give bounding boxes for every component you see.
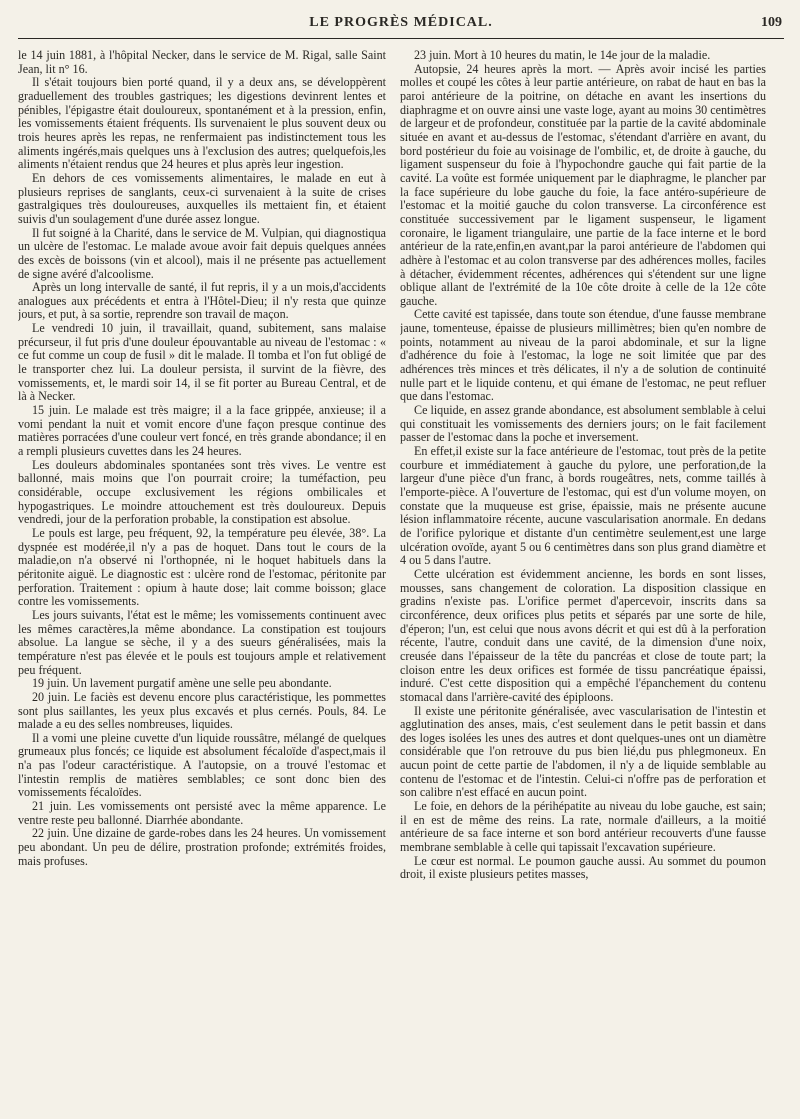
left-column <box>18 49 386 1115</box>
paragraph: Le cœur est normal. Le poumon gauche aussi. Au sommet du poumon droit, il existe plusieurs petites masses, <box>400 853 766 882</box>
page-number: 109 <box>761 15 782 30</box>
paragraph: 20 juin. Le faciès est devenu encore plus caractéristique, les pommettes sont plus saillantes, les yeux plus excavés et plus cernés. Pouls, 84. Le malade a eu des selles nombreuses, liquides. <box>18 689 386 732</box>
paragraph: Cette ulcération est évidemment ancienne, les bords en sont lisses, mousses, sans changement de coloration. La disposition classique en gradins n'existe pas. L'orifice permet d'apercevoir, inscrits dans sa circonférence, deux orifices plus petits et séparés par une sorte de hile, d'éperon; l'un, est celui que nous avons décrit et qui est dû à la perforation récente, l'autre, conduit dans une cavité, de la dimension d'une noix, creusée dans l'épaisseur de la tête du pancréas et close de toute part; la cloison entre les deux orifices est formée de tissu pancréatique épaissi, induré. C'est cette disposition qui a empêché l'épanchement du contenu stomacal dans l'arrière-cavité des épiploons. <box>400 566 766 704</box>
paragraph: 19 juin. Un lavement purgatif amène une selle peu abondante. <box>32 676 332 691</box>
page-header <box>18 12 784 39</box>
paragraph: Il fut soigné à la Charité, dans le service de M. Vulpian, qui diagnostiqua un ulcère de l'estomac. Le malade avoue avoir fait depuis quelques années des excès de boissons (vin et alcool), mais il ne présente pas actuellement de signe avéré d'alcoolisme. <box>18 225 386 281</box>
paragraph: Le foie, en dehors de la périhépatite au niveau du lobe gauche, est sain; il en est de même des reins. La rate, normale d'ailleurs, a la moitié antérieure de sa face interne et son bord antérieur recouverts d'une fausse membrane semblable à celle qui tapissait l'excavation supérieure. <box>400 799 766 855</box>
paragraph: Le pouls est large, peu fréquent, 92, la température peu élevée, 38°. La dyspnée est modérée,il n'y a pas de hoquet. Dans tout le cours de la maladie,on n'a observé ni l'orthopnée, ni le hoquet habituels dans la péritonite aiguë. Le diagnostic est : ulcère rond de l'estomac, péritonite par perforation. Traitement : opium à haute dose; lait comme boisson; glace contre les vomissements. <box>18 525 386 609</box>
right-column <box>400 49 766 1115</box>
paragraph: En dehors de ces vomissements alimentaires, le malade en eut à plusieurs reprises de sanglants, ceux-ci survenaient à la suite de crises gastralgiques très douloureuses, auxquelles ils mettaient fin, et étaient suivis d'un soulagement d'une durée assez longue. <box>18 170 386 226</box>
paragraph: 23 juin. Mort à 10 heures du matin, le 14e jour de la maladie. <box>414 49 711 62</box>
paragraph: Les jours suivants, l'état est le même; les vomissements continuent avec les mêmes caractères,la même abondance. La constipation est toujours absolue. La langue se sèche, il y a des sueurs généralisées, mais la température n'est pas élevée et le pouls est toujours ample et relativement peu fréquent. <box>18 607 386 677</box>
paragraph: Il a vomi une pleine cuvette d'un liquide roussâtre, mélangé de quelques grumeaux plus foncés; ce liquide est absolument fécaloïde d'aspect,mais il n'a pas l'odeur caractéristique. A l'autopsie, on a trouvé l'estomac et l'intestin remplis de matières semblables; ce sont donc bien des vomissements fécaloïdes. <box>18 730 386 800</box>
paragraph: 21 juin. Les vomissements ont persisté avec la même apparence. Le ventre reste peu ballonné. Diarrhée abondante. <box>18 799 386 827</box>
paragraph: Après un long intervalle de santé, il fut repris, il y a un mois,d'accidents analogues aux précédents et entra à l'Hôtel-Dieu; il n'y resta que quinze jours, et put, à sa sortie, reprendre son travail de maçon. <box>18 280 386 322</box>
paragraph: Il s'était toujours bien porté quand, il y a deux ans, se développèrent graduellement des troubles gastriques; les digestions devinrent lentes et pénibles, l'épigastre était douloureux, spontanément et à la pression, enfin, les vomissements étaient fréquents. Ils survenaient le plus souvent deux ou trois heures après les repas, ne renfermaient pas indistinctement tous les aliments ingérés,mais quelques uns à l'exclusion des autres; quelquefois,les aliments n'étaient rendus que 24 heures et plus après leur ingestion. <box>18 75 386 172</box>
paragraph: 15 juin. Le malade est très maigre; il a la face grippée, anxieuse; il a vomi pendant la nuit et vomit encore d'une façon presque continue des matières porracées d'une couleur vert foncé, en très grande abondance; il en a rempli plusieurs cuvettes dans les 24 heures. <box>18 403 386 459</box>
paragraph: Il existe une péritonite généralisée, avec vascularisation de l'intestin et agglutination des anses, mais, c'est seulement dans le petit bassin et dans des loges isolées les unes des autres et dont quelques-unes ont un diamètre considérable que l'on retrouve du pus bien lié,du pus phlegmoneux. En aucun point de cette partie de l'abdomen, il n'y a de liquide semblable au contenu de l'estomac et de l'intestin. Celui-ci n'offre pas de perforation et son calibre n'est effacé en aucun point. <box>400 703 766 800</box>
paragraph: Ce liquide, en assez grande abondance, est absolument semblable à celui qui constituait les vomissements des derniers jours; on le fait facilement passer de l'estomac dans la poche et inversement. <box>400 403 766 445</box>
paragraph: En effet,il existe sur la face antérieure de l'estomac, tout près de la petite courbure et immédiatement à gauche du pylore, une perforation,de la largeur d'une pièce d'un franc, à bords rougeâtres, nets, comme taillés à l'emporte-pièce. A l'ouverture de l'estomac, qui est d'un volume moyen, on constate que la muqueuse est grise, épaissie, mais ne présente aucune lésion inflammatoire récente, aucune vascularisation anormale. En dedans de l'orifice pylorique et distante d'un centimètre seulement,est une large ulcération ovoïde, ayant 5 ou 6 centimètres dans son plus grand diamètre et 4 ou 5 dans l'autre. <box>400 444 766 568</box>
journal-title: LE PROGRÈS MÉDICAL. <box>309 15 493 30</box>
paragraph: 22 juin. Une dizaine de garde-robes dans les 24 heures. Un vomissement peu abondant. Un peu de délire, prostration profonde; extrémités froides, mais profuses. <box>18 826 386 868</box>
paragraph: le 14 juin 1881, à l'hôpital Necker, dans le service de M. Rigal, salle Saint Jean, lit n° 16. <box>18 49 386 76</box>
paragraph: Autopsie, 24 heures après la mort. — Après avoir incisé les parties molles et coupé les côtes à leur partie antérieure, on rabat de haut en bas la paroi antérieure de la poitrine, on détache en avant les insertions du diaphragme et on ouvre ainsi une vaste loge, ayant au moins 30 centimètres de largeur et de profondeur, constituée par la partie de la cavité abdominale située en avant et au-dessus de l'estomac, s'étendant d'arrière en avant, du bord postérieur du foie au voisinage de l'ombilic, et, de droite à gauche, du ligament suspenseur du foie à l'hypochondre gauche qui fait partie de la cavité. La voûte est formée uniquement par le diaphragme, le plancher par la face supérieure du lobe gauche du foie, la face antéro-supérieure de l'estomac et la moitié gauche du colon transverse. La circonférence est constituée successivement par le ligament suspenseur, le ligament coronaire, le ligament triangulaire, une partie de la face interne et le bord antérieur de la rate,enfin,en avant,par la paroi antérieure de l'abdomen qui adhère à l'estomac et au colon transverse par des adhérences molles, faciles à détacher, évidemment récentes, adhérences qui s'étendent sur une ligne oblique allant de l'extrémité de la 10e côte droite à celle de la 12e côte gauche. <box>400 61 766 308</box>
paragraph: Le vendredi 10 juin, il travaillait, quand, subitement, sans malaise précurseur, il fut pris d'une douleur épouvantable au niveau de l'estomac : « ce fut comme un coup de fusil » dit le malade. Il tomba et l'on fut obligé de le transporter chez lui. La douleur persista, il survint de la fièvre, des vomissements, et, le mardi soir 14, il se fit porter au Bureau Central, et de là à Necker. <box>18 321 386 404</box>
paragraph: Cette cavité est tapissée, dans toute son étendue, d'une fausse membrane jaune, tomenteuse, épaisse de plusieurs millimètres; bien qu'en nombre de points, notamment au niveau de la paroi abdominale, et sur la ligne d'adhérence du foie à l'estomac, la loge ne soit limitée que par des adhérences très minces et très délicates, il n'y a de solution de continuité nulle part et le liquide contenu, et qui émane de l'estomac, ne peut refluer que dans l'estomac. <box>400 307 766 404</box>
paragraph: Les douleurs abdominales spontanées sont très vives. Le ventre est ballonné, mais moins que l'on pourrait croire; la tuméfaction, peu considérable, occupe exclusivement les régions ombilicales et hypogastriques. Le moindre attouchement est très douloureux. Depuis vendredi, jour de la perforation probable, la constipation est absolue. <box>18 457 386 527</box>
